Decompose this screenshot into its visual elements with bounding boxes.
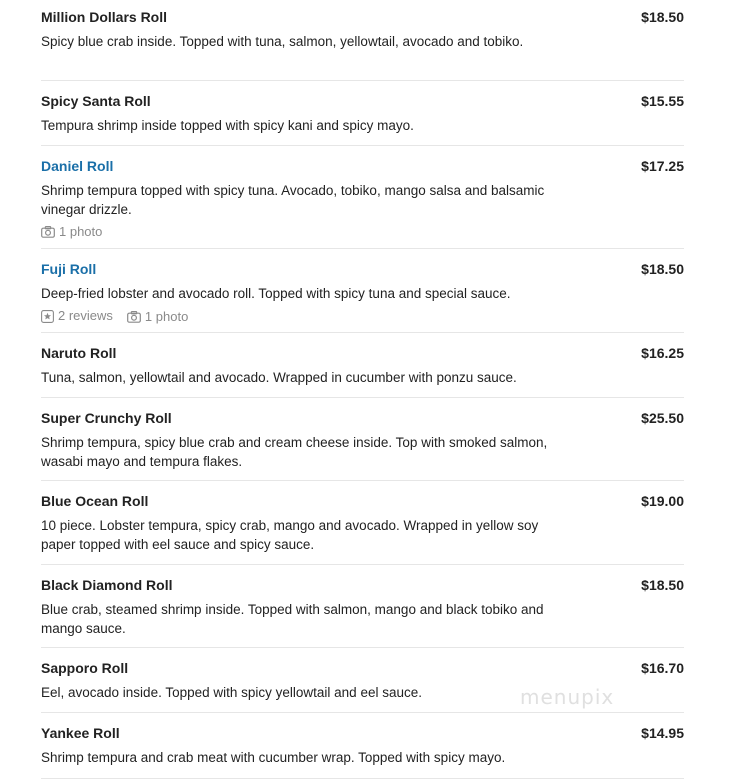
divider: [41, 712, 684, 713]
menu-item-name: Million Dollars Roll: [41, 9, 168, 25]
menu-item-description: Spicy blue crab inside. Topped with tuna, salmon, yellowtail, avocado and tobiko.: [41, 34, 524, 49]
menu-item-description: Shrimp tempura, spicy blue crab and cream cheese inside. Top with smoked salmon, wasabi mayo and tempura flakes.: [41, 435, 548, 469]
photos-link[interactable]: [41, 224, 102, 240]
menu-item-price: $15.55: [641, 93, 684, 109]
menu-item-price: $16.25: [641, 345, 684, 361]
photos-count: 1 photo: [59, 224, 103, 239]
divider: [41, 80, 684, 81]
divider: [41, 145, 684, 146]
menu-item-price: $18.50: [641, 9, 684, 25]
menu-item-price: $17.25: [641, 158, 684, 174]
watermark: menupix: [520, 685, 615, 709]
menu-item: [41, 8, 684, 81]
menu-item: [41, 409, 684, 481]
photos-link[interactable]: [127, 309, 188, 325]
menu-item: [41, 92, 684, 146]
menu-item-price: $18.50: [641, 577, 684, 593]
menu-item-name: Blue Ocean Roll: [41, 493, 149, 509]
menu-item-name: Sapporo Roll: [41, 660, 129, 676]
menu-item-description: Shrimp tempura and crab meat with cucumber wrap. Topped with spicy mayo.: [41, 750, 506, 765]
menu-item: [41, 576, 684, 648]
menu-item-description: 10 piece. Lobster tempura, spicy crab, mango and avocado. Wrapped in yellow soy paper topped with eel sauce and spicy sauce.: [41, 518, 539, 552]
menu-item-price: $18.50: [641, 261, 684, 277]
menu-item-description: Tuna, salmon, yellowtail and avocado. Wrapped in cucumber with ponzu sauce.: [41, 370, 517, 385]
divider: [41, 332, 684, 333]
menu-item-description: Shrimp tempura topped with spicy tuna. Avocado, tobiko, mango salsa and balsamic vinegar drizzle.: [41, 183, 545, 217]
menu-item-price: $25.50: [641, 410, 684, 426]
menu-item-name[interactable]: Daniel Roll: [41, 158, 114, 174]
menu-item: [41, 724, 684, 779]
reviews-count: 2 reviews: [58, 308, 113, 323]
menu-item-meta: [41, 224, 116, 242]
menu-item-name: Naruto Roll: [41, 345, 117, 361]
menu-item-price: $16.70: [641, 660, 684, 676]
menu-item: [41, 659, 684, 713]
menu-item: [41, 260, 684, 333]
menu-item: [41, 157, 684, 249]
menu-item-name[interactable]: Fuji Roll: [41, 261, 97, 277]
camera-icon: [41, 226, 59, 238]
menu-item-name: Yankee Roll: [41, 725, 120, 741]
divider: [41, 564, 684, 565]
menu-item-name: Super Crunchy Roll: [41, 410, 172, 426]
reviews-link[interactable]: [41, 308, 113, 324]
photos-count: 1 photo: [144, 308, 189, 324]
menu-item-name: Black Diamond Roll: [41, 577, 173, 593]
menu-item-price: $14.95: [641, 725, 684, 741]
divider: [41, 647, 684, 648]
divider: [41, 397, 684, 398]
menu-item: [41, 492, 684, 565]
menu-item-description: Tempura shrimp inside topped with spicy kani and spicy mayo.: [41, 118, 414, 133]
menu-item-description: Deep-fried lobster and avocado roll. Topped with spicy tuna and special sauce.: [41, 286, 511, 301]
divider: [41, 480, 684, 481]
menu-item-description: Eel, avocado inside. Topped with spicy yellowtail and eel sauce.: [41, 685, 422, 700]
review-star-icon: [41, 310, 58, 323]
divider: [41, 778, 684, 779]
divider: [41, 248, 684, 249]
menu-item: [41, 344, 684, 398]
camera-icon: [127, 311, 145, 323]
menu-item-description: Blue crab, steamed shrimp inside. Topped with salmon, mango and black tobiko and mango sauce.: [41, 602, 544, 636]
menu-item-meta: [41, 308, 202, 327]
menu-item-price: $19.00: [641, 493, 684, 509]
menu-item-name: Spicy Santa Roll: [41, 93, 151, 109]
